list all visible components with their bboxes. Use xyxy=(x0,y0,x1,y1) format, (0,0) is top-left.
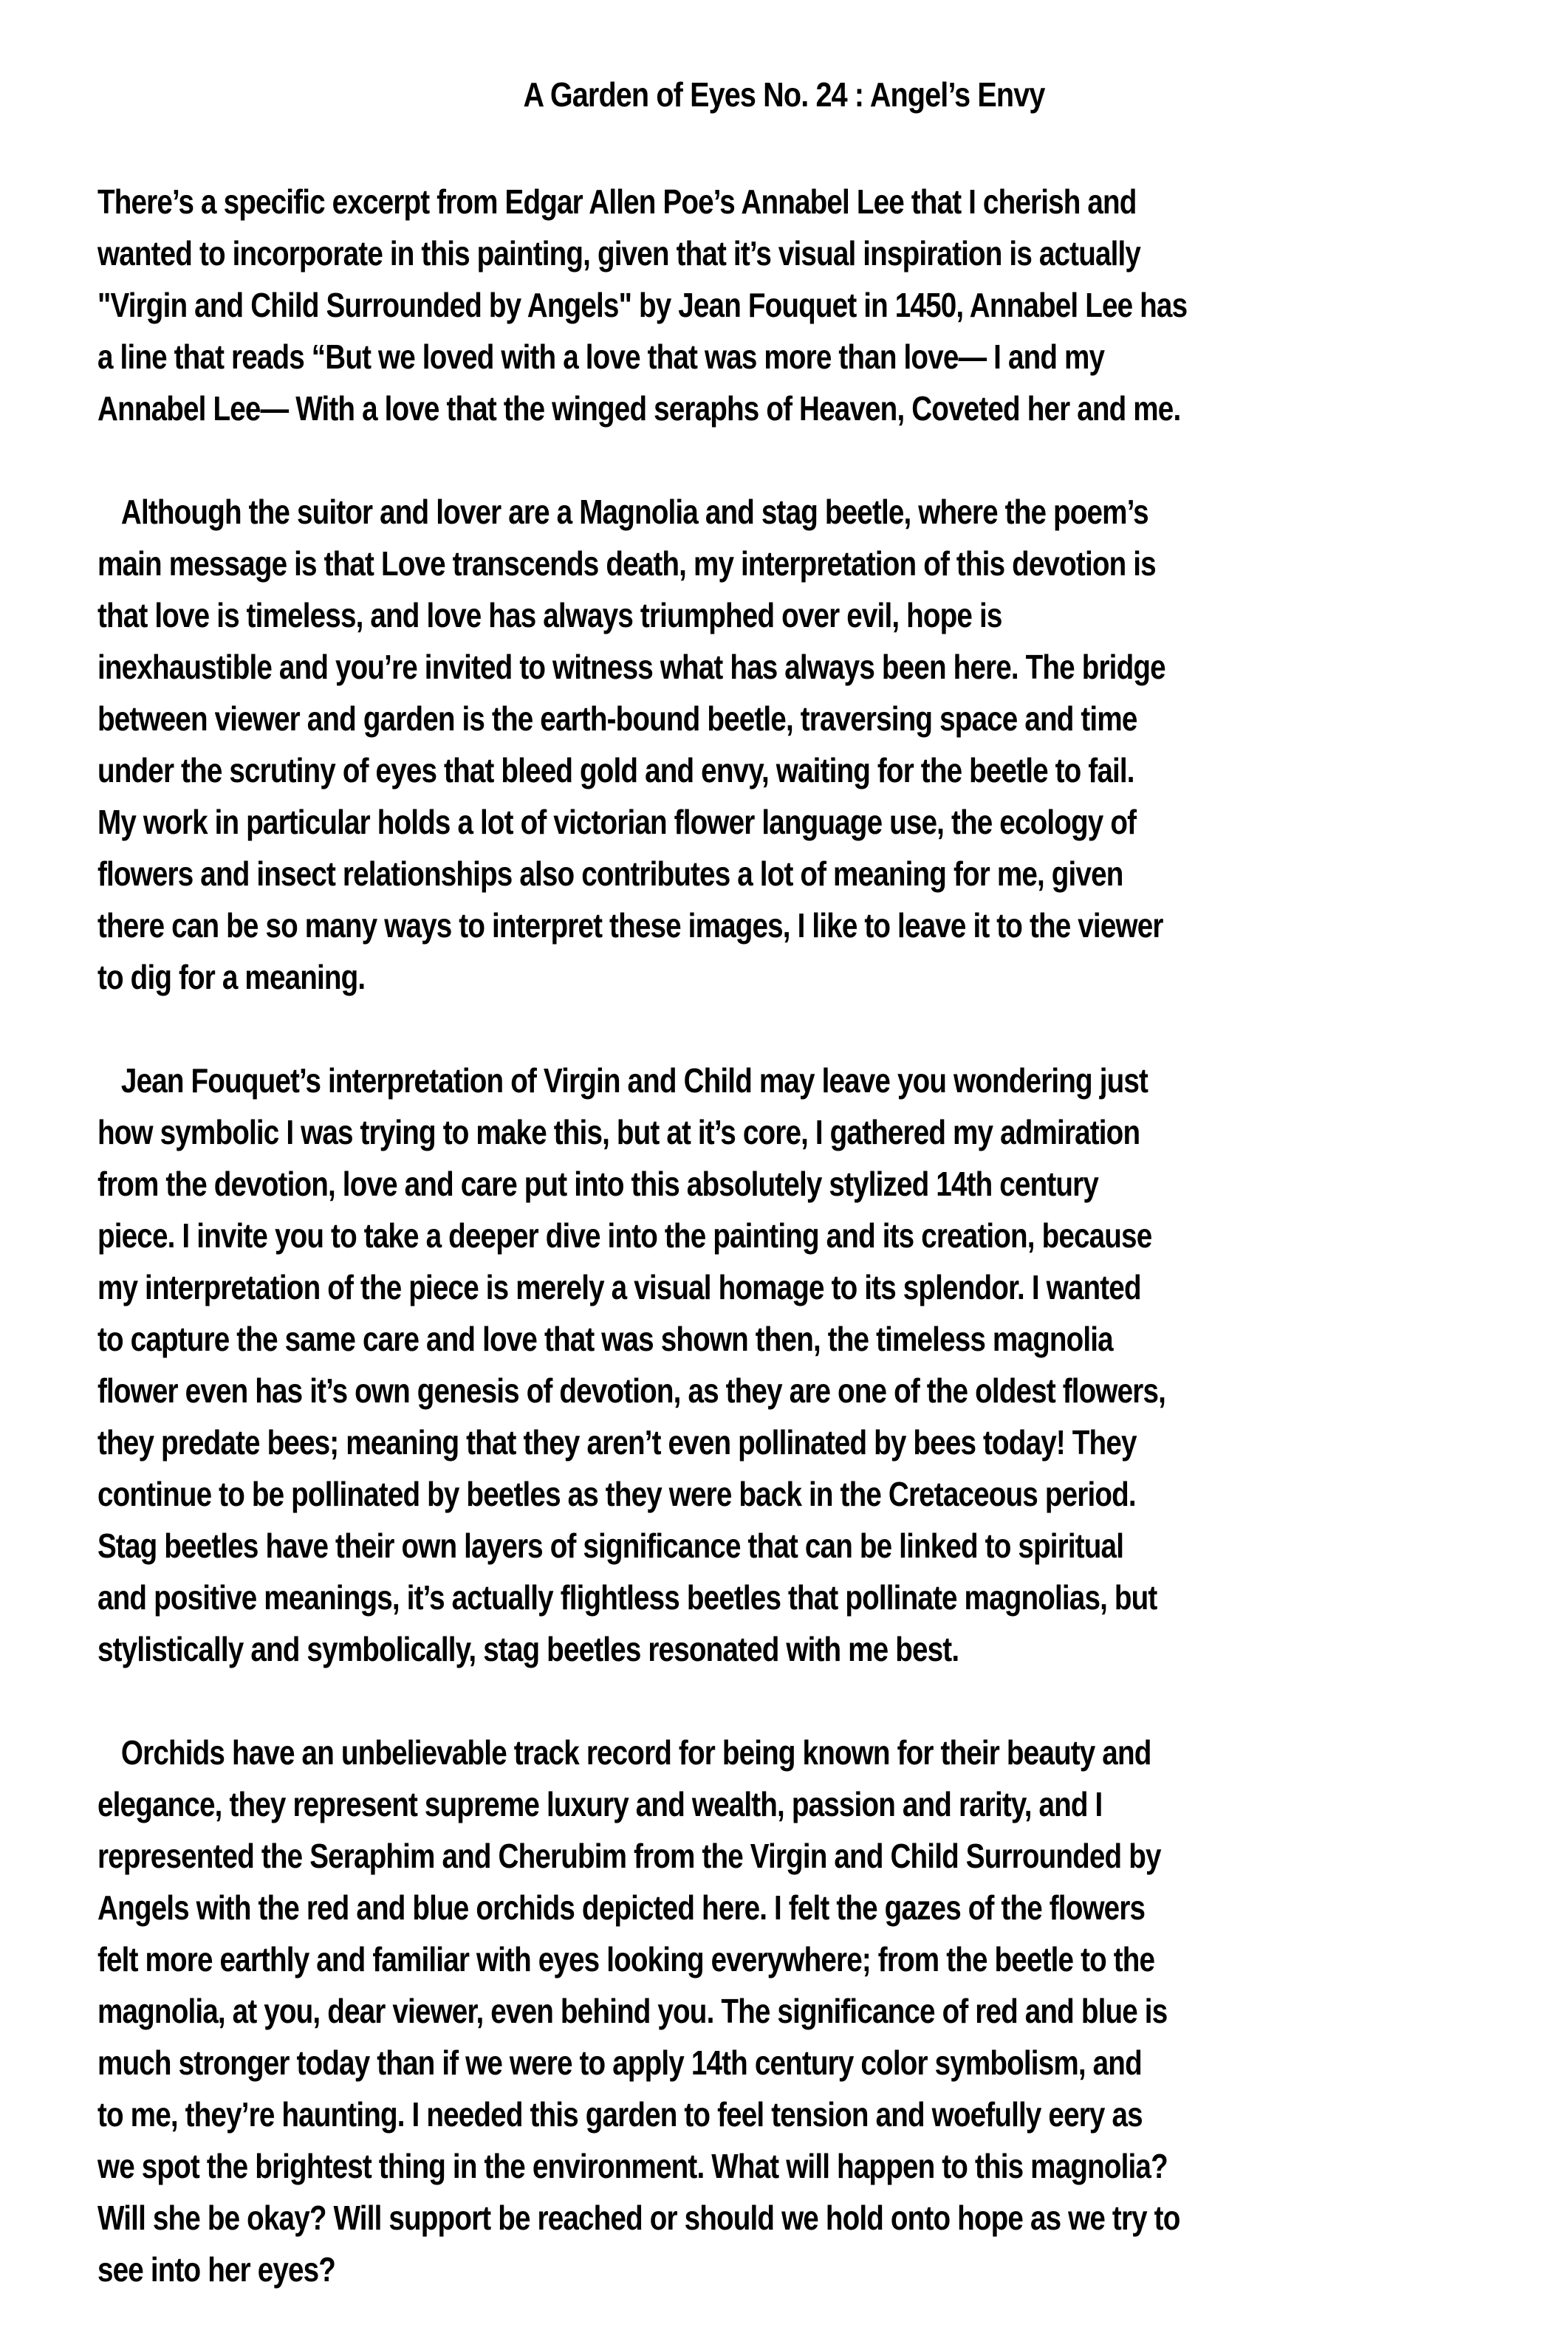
paragraph-line: and positive meanings, it’s actually flightless beetles that pollinate magnolias, but xyxy=(97,1578,1157,1617)
paragraph-line: Although the suitor and lover are a Magnolia and stag beetle, where the poem’s xyxy=(120,493,1148,531)
paragraph-line: much stronger today than if we were to apply 14th century color symbolism, and xyxy=(97,2043,1142,2082)
paragraph-line: "Virgin and Child Surrounded by Angels" by Jean Fouquet in 1450, Annabel Lee has xyxy=(97,286,1188,324)
paragraph-line: main message is that Love transcends death, my interpretation of this devotion is xyxy=(97,544,1156,583)
paragraph-line: there can be so many ways to interpret these images, I like to leave it to the viewer xyxy=(97,906,1163,945)
paragraph-line: see into her eyes? xyxy=(97,2250,336,2289)
paragraph-line: that love is timeless, and love has always triumphed over evil, hope is xyxy=(97,596,1002,634)
paragraph-line: flower even has it’s own genesis of devotion, as they are one of the oldest flowers, xyxy=(97,1371,1166,1410)
paragraph-line: a line that reads “But we loved with a love that was more than love— I and my xyxy=(97,338,1105,376)
paragraph-line: Annabel Lee— With a love that the winged seraphs of Heaven, Coveted her and me. xyxy=(97,389,1181,428)
paragraph-line: how symbolic I was trying to make this, but at it’s core, I gathered my admiration xyxy=(97,1113,1140,1151)
paragraph-line: There’s a specific excerpt from Edgar Allen Poe’s Annabel Lee that I cherish and xyxy=(97,182,1137,221)
paragraph xyxy=(97,176,1431,434)
paragraph-line: Stag beetles have their own layers of significance that can be linked to spiritual xyxy=(97,1527,1124,1565)
paragraph-line: under the scrutiny of eyes that bleed gold and envy, waiting for the beetle to fail. xyxy=(97,751,1134,789)
paragraph-line: stylistically and symbolically, stag beetles resonated with me best. xyxy=(97,1630,959,1668)
paragraph-line: to me, they’re haunting. I needed this garden to feel tension and woefully eery as xyxy=(97,2095,1143,2134)
paragraph-line: they predate bees; meaning that they aren’t even pollinated by bees today! They xyxy=(97,1423,1137,1462)
paragraph xyxy=(97,1727,1431,2295)
paragraph-line: to dig for a meaning. xyxy=(97,958,366,996)
paragraph-line: between viewer and garden is the earth-bound beetle, traversing space and time xyxy=(97,699,1137,738)
paragraph-line: piece. I invite you to take a deeper dive into the painting and its creation, because xyxy=(97,1216,1152,1255)
paragraph-line: continue to be pollinated by beetles as they were back in the Cretaceous period. xyxy=(97,1475,1136,1513)
paragraph-line: my interpretation of the piece is merely a visual homage to its splendor. I wanted xyxy=(97,1268,1141,1306)
paragraph xyxy=(97,1055,1431,1675)
paragraph-line: flowers and insect relationships also contributes a lot of meaning for me, given xyxy=(97,854,1123,893)
paragraph-line: from the devotion, love and care put into this absolutely stylized 14th century xyxy=(97,1165,1098,1203)
paragraph-line: Jean Fouquet’s interpretation of Virgin and Child may leave you wondering just xyxy=(120,1061,1148,1100)
document-title: A Garden of Eyes No. 24 : Angel’s Envy xyxy=(523,75,1045,114)
paragraph-line: elegance, they represent supreme luxury and wealth, passion and rarity, and I xyxy=(97,1785,1103,1823)
document-body xyxy=(97,176,1431,2347)
paragraph-line: Angels with the red and blue orchids depicted here. I felt the gazes of the flowers xyxy=(97,1888,1146,1927)
paragraph-line: felt more earthly and familiar with eyes looking everywhere; from the beetle to the xyxy=(97,1940,1155,1978)
paragraph-line: My work in particular holds a lot of victorian flower language use, the ecology of xyxy=(97,803,1137,841)
paragraph-line: represented the Seraphim and Cherubim from the Virgin and Child Surrounded by xyxy=(97,1837,1161,1875)
paragraph-line: we spot the brightest thing in the environment. What will happen to this magnolia? xyxy=(97,2147,1168,2185)
paragraph-line: to capture the same care and love that was shown then, the timeless magnolia xyxy=(97,1320,1113,1358)
paragraph-line: inexhaustible and you’re invited to witness what has always been here. The bridge xyxy=(97,648,1165,686)
paragraph xyxy=(97,486,1431,1003)
paragraph-line: wanted to incorporate in this painting, given that it’s visual inspiration is actually xyxy=(97,234,1141,273)
paragraph-line: Orchids have an unbelievable track record for being known for their beauty and xyxy=(120,1733,1151,1772)
paragraph-line: magnolia, at you, dear viewer, even behind you. The significance of red and blue is xyxy=(97,1992,1168,2030)
paragraph-line: Will she be okay? Will support be reached or should we hold onto hope as we try to xyxy=(97,2199,1180,2237)
